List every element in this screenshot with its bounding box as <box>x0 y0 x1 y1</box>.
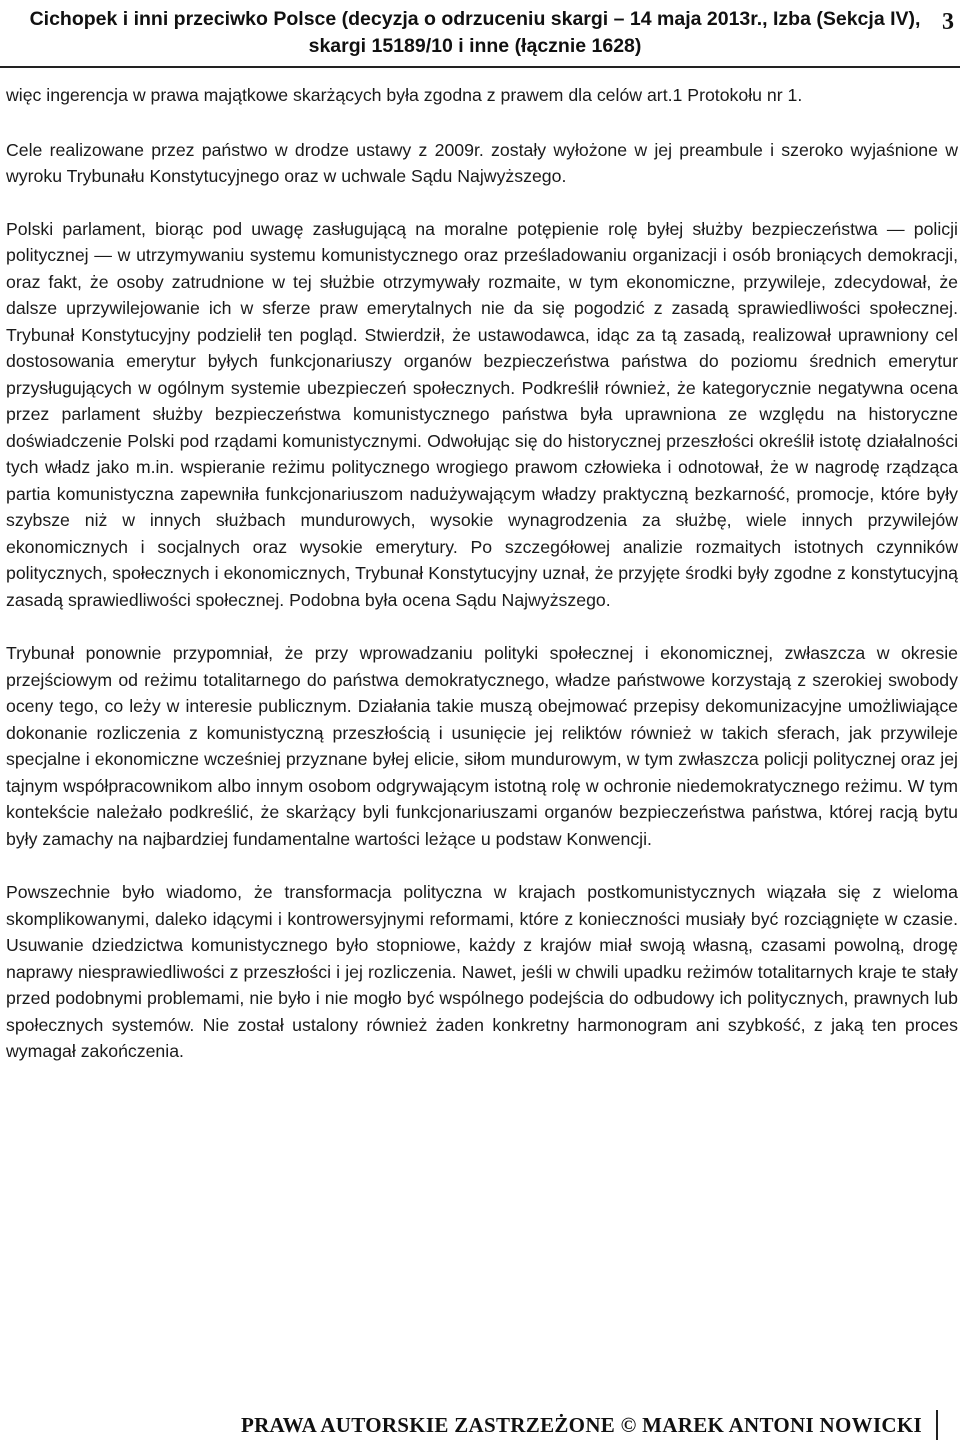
copyright-notice: PRAWA AUTORSKIE ZASTRZEŻONE © MAREK ANTONI NOWICKI <box>240 1413 922 1437</box>
paragraph-5: Powszechnie było wiadomo, że transformacja polityczna w krajach postkomunistycznych wiązała się z wieloma skomplikowanymi, daleko idącymi i kontrowersyjnymi reformami, które z konieczności musiały być rozciągnięte w czasie. Usuwanie dziedzictwa komunistycznego było stopniowe, każdy z krajów miał swoją własną, czasami powolną, drogę naprawy niesprawiedliwości z przeszłości i jej rozliczenia. Nawet, jeśli w chwili upadku reżimów totalitarnych kraje te stały przed podobnymi problemami, nie było i nie mogło być wspólnego podejścia do odbudowy ich politycznych, prawnych lub społecznych systemów. Nie został ustalony również żaden konkretny harmonogram ani szybkość, z jaką ten proces wymagał zakończenia. <box>6 882 958 1061</box>
page-footer <box>0 1410 960 1440</box>
page-header <box>0 0 960 66</box>
header-divider <box>0 66 960 68</box>
paragraph-2: Cele realizowane przez państwo w drodze ustawy z 2009r. zostały wyłożone w jej preambule i szeroko wyjaśnione w wyroku Trybunału Konstytucyjnego oraz w uchwale Sądu Najwyższego. <box>6 139 958 186</box>
paragraph-3: Polski parlament, biorąc pod uwagę zasługującą na moralne potępienie rolę byłej służby bezpieczeństwa — policji politycznej — w utrzymywaniu systemu komunistycznego oraz prześladowaniu organizacji i osób broniących demokracji, oraz fakt, że osoby zatrudnione w tej służbie otrzymywały rozmaite, w tym ekonomiczne, przywileje, zdecydował, że dalsze uprzywilejowanie ich w sferze praw emerytalnych nie da się pogodzić z zasadą sprawiedliwości społecznej. Trybunał Konstytucyjny podzielił ten pogląd. Stwierdził, że ustawodawca, idąc za tą zasadą, realizował uprawniony cel dostosowania emerytur byłych funkcjonariuszy organów bezpieczeństwa państwa do poziomu średnich emerytur przysługujących w ogólnym systemie ubezpieczeń społecznych. Podkreślił również, że kategorycznie negatywna ocena przez parlament służby bezpieczeństwa komunistycznego państwa była uprawniona ze względu na historyczne doświadczenie Polski pod rządami komunistycznymi. Odwołując się do historycznej przeszłości określił istotę działalności tych władz jako m.in. wspieranie reżimu politycznego wrogiego prawom człowieka i odnotował, że w nagrodę rządząca partia komunistyczna zapewniła funkcjonariuszom nadużywającym władzy praktyczną bezkarność, promocje, które były szybsze niż w innych służbach mundurowych, wysokie wynagrodzenia za służbę, wiele innych przywilejów ekonomicznych i socjalnych oraz wysokie emerytury. Po szczegółowej analizie rozmaitych istotnych czynników politycznych, społecznych i ekonomicznych, Trybunał Konstytucyjny uznał, że przyjęte środki były zgodne z konstytucyjną zasadą sprawiedliwości społecznej. Podobna była ocena Sądu Najwyższego. <box>6 218 958 610</box>
document-body <box>6 82 958 1092</box>
paragraph-4: Trybunał ponownie przypomniał, że przy wprowadzaniu polityki społecznej i ekonomicznej, zwłaszcza w okresie przejściowym od reżimu totalitarnego do państwa demokratycznego, władze państwowe korzystają z szerokiej swobody oceny tego, co leży w interesie publicznym. Działania takie muszą obejmować przepisy dekomunizacyjne umożliwiające dokonanie rozliczenia z komunistyczną przeszłością i usunięcie jej reliktów również w takich sferach, jak przywileje specjalne i ekonomiczne wcześniej przyznane byłej elicie, siłom mundurowym, w tym zwłaszcza policji politycznej oraz jej tajnym współpracownikom albo innym osobom odgrywającym istotną rolę w ochronie niedemokratycznego reżimu. W tym kontekście należało podkreślić, że skarżący byli funkcjonariuszami organów bezpieczeństwa państwa, której racją bytu były zamachy na najbardziej fundamentalne wartości leżące u podstaw Konwencji. <box>6 643 958 849</box>
page-number: 3 <box>942 9 954 35</box>
document-title: Cichopek i inni przeciwko Polsce (decyzja o odrzuceniu skargi – 14 maja 2013r., Izba (Sekcja IV), skargi 15189/10 i inne (łącznie 1628) <box>29 8 921 57</box>
footer-divider <box>936 1410 938 1440</box>
paragraph-1: więc ingerencja w prawa majątkowe skarżących była zgodna z prawem dla celów art.1 Protokołu nr 1. <box>6 85 803 105</box>
